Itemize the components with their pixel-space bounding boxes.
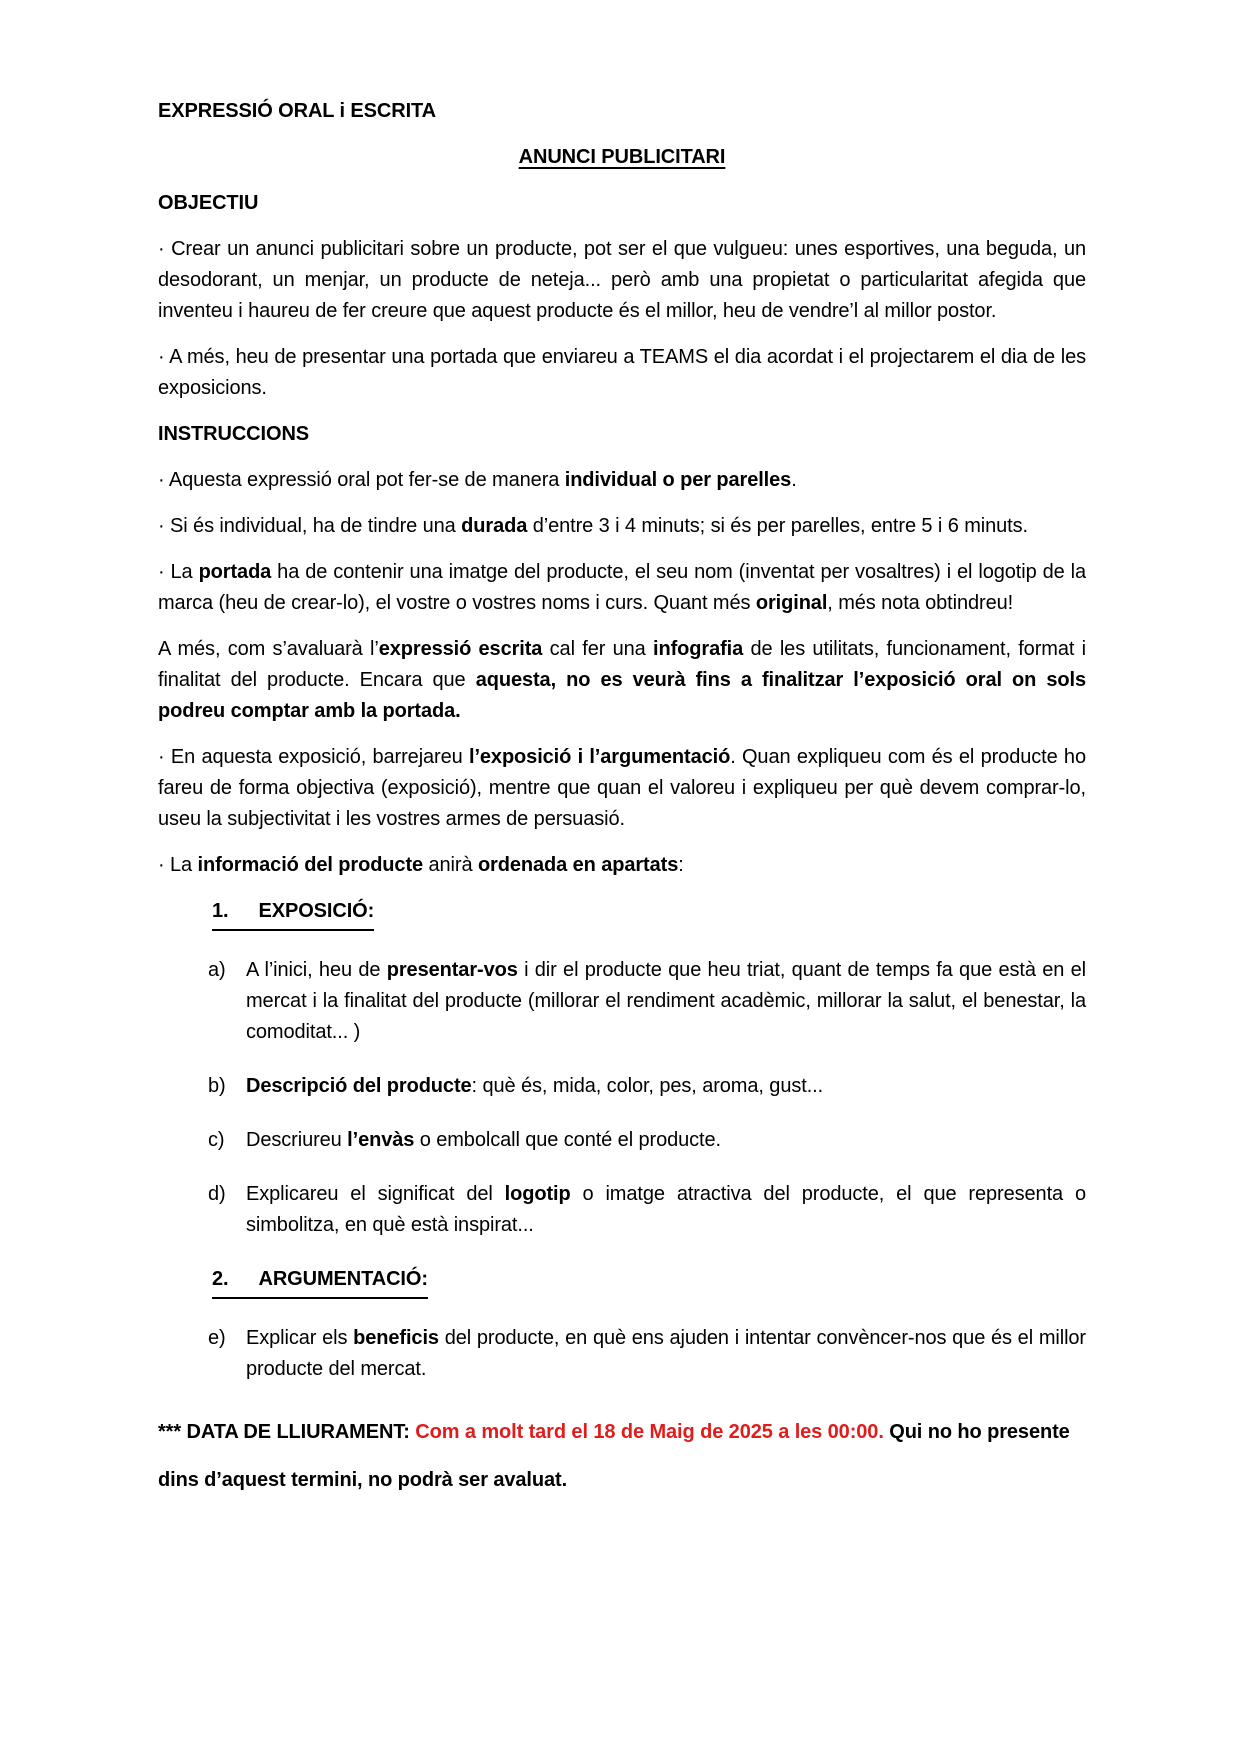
text-segment: , més nota obtindreu!: [827, 592, 1014, 614]
text-segment: individual o per parelles: [564, 469, 792, 491]
deadline-note: [158, 1408, 1086, 1504]
text-segment: original: [755, 592, 828, 614]
list-marker: 2.: [212, 1268, 229, 1290]
underlined-heading-wrap: [212, 1264, 428, 1299]
list-marker: b): [208, 1075, 226, 1097]
text-segment: Explicareu el significat del: [246, 1183, 505, 1205]
text-segment: beneficis: [353, 1327, 439, 1349]
text-segment: ordenada en apartats: [477, 854, 679, 876]
paragraph: [158, 342, 1086, 404]
numbered-heading: [158, 1264, 1086, 1299]
section-heading: [158, 188, 1086, 219]
text-segment: l’envàs: [347, 1129, 415, 1151]
lettered-item: [158, 1125, 1086, 1156]
underlined-heading-wrap: [212, 896, 374, 931]
text-segment: expressió escrita: [378, 638, 543, 660]
list-marker: d): [208, 1183, 226, 1205]
paragraph: [158, 465, 1086, 496]
list-marker: a): [208, 959, 226, 981]
text-segment: INSTRUCCIONS: [158, 423, 310, 445]
text-segment: · Si és individual, ha de tindre una: [158, 515, 462, 537]
text-segment: portada: [198, 561, 272, 583]
text-segment: o embolcall que conté el producte.: [414, 1129, 721, 1151]
text-segment: *** DATA DE LLIURAMENT:: [158, 1421, 416, 1443]
paragraph: [158, 634, 1086, 727]
text-segment: · La: [158, 561, 199, 583]
text-segment: Qui no ho presente dins d’aquest termini, no podrà ser avaluat.: [158, 1421, 1070, 1491]
paragraph: [158, 742, 1086, 835]
section-heading: [158, 96, 1086, 127]
text-segment: · En aquesta exposició, barrejareu: [158, 746, 469, 768]
text-segment: : què és, mida, color, pes, aroma, gust...: [471, 1075, 824, 1097]
text-segment: d’entre 3 i 4 minuts; si és per parelles, entre 5 i 6 minuts.: [527, 515, 1028, 537]
text-segment: informació del producte: [197, 854, 424, 876]
text-segment: . Quan expliqueu com és el producte ho fareu de forma objectiva (exposició), mentre que quan el valoreu i expliqueu per què devem comprar-lo, useu la subjectivitat i les vostres armes de persuasió.: [158, 746, 1086, 830]
list-marker: 1.: [212, 900, 229, 922]
text-segment: Descriureu: [246, 1129, 348, 1151]
paragraph: [158, 511, 1086, 542]
heading-label: ARGUMENTACIÓ:: [258, 1268, 428, 1290]
text-segment: infografia: [653, 638, 744, 660]
paragraph: [158, 234, 1086, 327]
text-segment: anirà: [423, 854, 478, 876]
text-segment: l’exposició i l’argumentació: [468, 746, 731, 768]
text-segment: A més, com s’avaluarà l’: [158, 638, 379, 660]
text-segment: · Crear un anunci publicitari sobre un producte, pot ser el que vulgueu: unes esportives, una beguda, un desodorant, un menjar, un producte de neteja... però amb una propietat o particularitat afegida que inventeu i haureu de fer creure que aquest producte és el millor, heu de vendre’l al millor postor.: [158, 238, 1086, 322]
text-segment: durada: [461, 515, 528, 537]
text-segment: ANUNCI PUBLICITARI: [518, 146, 726, 168]
text-segment: .: [791, 469, 797, 491]
text-segment: · A més, heu de presentar una portada que enviareu a TEAMS el dia acordat i el projectarem el dia de les exposicions.: [158, 346, 1086, 399]
text-segment: del producte, en què ens ajuden i intentar convèncer-nos que és el millor producte del mercat.: [246, 1327, 1086, 1380]
text-segment: EXPRESSIÓ ORAL i ESCRITA: [158, 100, 437, 122]
text-segment: Descripció del producte: [246, 1075, 472, 1097]
text-segment: logotip: [504, 1183, 571, 1205]
text-segment: :: [678, 854, 684, 876]
lettered-item: [158, 1071, 1086, 1102]
text-segment: ha de contenir una imatge del producte, el seu nom (inventat per vosaltres) i el logotip de la marca (heu de crear-lo), el vostre o vostres noms i curs. Quant més: [158, 561, 1086, 614]
text-segment: cal fer una: [542, 638, 654, 660]
text-segment: Com a molt tard el 18 de Maig de 2025 a les 00:00.: [415, 1421, 884, 1443]
heading-label: EXPOSICIÓ:: [258, 900, 375, 922]
document-content: [158, 96, 1086, 1504]
list-marker: c): [208, 1129, 225, 1151]
text-segment: presentar-vos: [386, 959, 518, 981]
lettered-item: [158, 1179, 1086, 1241]
lettered-item: [158, 1323, 1086, 1385]
text-segment: · La: [158, 854, 198, 876]
text-segment: · Aquesta expressió oral pot fer-se de manera: [158, 469, 565, 491]
numbered-heading: [158, 896, 1086, 931]
text-segment: OBJECTIU: [158, 192, 259, 214]
text-segment: aquesta, no es veurà fins a finalitzar l’exposició oral on sols podreu comptar amb la portada.: [158, 669, 1086, 722]
doc-title: [158, 142, 1086, 173]
text-segment: i dir el producte que heu triat, quant de temps fa que està en el mercat i la finalitat del producte (millorar el rendiment acadèmic, millorar la salut, el benestar, la comoditat... ): [246, 959, 1086, 1043]
lettered-item: [158, 955, 1086, 1048]
section-heading: [158, 419, 1086, 450]
text-segment: Explicar els: [246, 1327, 354, 1349]
paragraph: [158, 850, 1086, 881]
text-segment: o imatge atractiva del producte, el que representa o simbolitza, en què està inspirat...: [246, 1183, 1086, 1236]
paragraph: [158, 557, 1086, 619]
text-segment: de les utilitats, funcionament, format i finalitat del producte. Encara que: [158, 638, 1086, 691]
list-marker: e): [208, 1327, 226, 1349]
text-segment: A l’inici, heu de: [246, 959, 387, 981]
